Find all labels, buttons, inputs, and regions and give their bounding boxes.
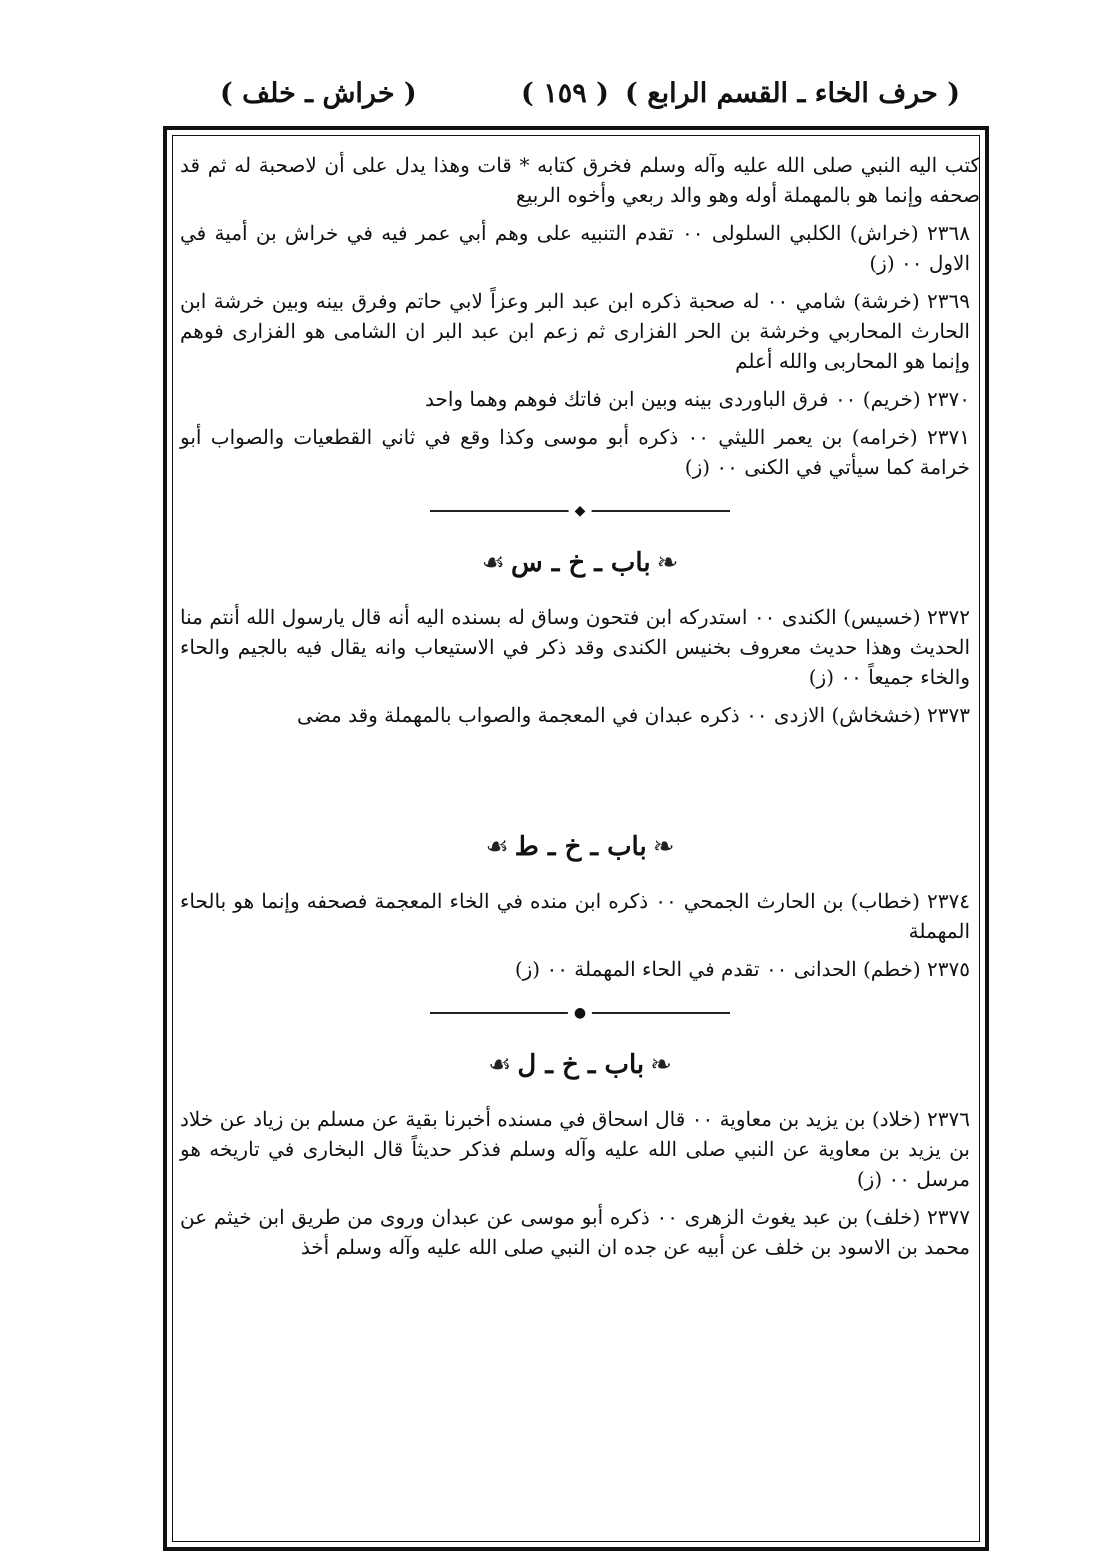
entry-2374: ٢٣٧٤ (خطاب) بن الحارث الجمحي ٠٠ ذكره ابن منده في الخاء المعجمة فصحفه وإنما هو بالحاء المهملة (180, 889, 970, 943)
section-title-text: باب ـ خ ـ ل (517, 1050, 645, 1080)
section-title-kh-s (180, 548, 980, 578)
entry-2377: ٢٣٧٧ (خلف) بن عبد يغوث الزهرى ٠٠ ذكره أبو موسى عن عبدان وروى من طريق ابن خيثم عن محمد بن الاسود بن خلف عن أبيه عن جده ان النبي صلى الله عليه وآله وسلم أخذ (180, 1205, 970, 1259)
page-body (180, 150, 980, 1270)
section-title-text: باب ـ خ ـ س (510, 548, 651, 578)
section-title-kh-l (180, 1050, 980, 1080)
ornament-icon: ❧ (652, 832, 675, 862)
section-divider: ◆ (430, 508, 730, 514)
entry-2371: ٢٣٧١ (خرامه) بن يعمر الليثي ٠٠ ذكره أبو موسى وكذا وقع في ثاني القطعيات والصواب أبو خرامة كما سيأتي في الكنى ٠٠ (ز) (180, 425, 970, 479)
entry-2370: ٢٣٧٠ (خريم) ٠٠ فرق الباوردى بينه وبين ابن فاتك فوهم وهما واحد (424, 387, 970, 411)
paragraph-continuation: كتب اليه النبي صلى الله عليه وآله وسلم فخرق كتابه * قات وهذا يدل على أن لاصحبة له ثم قد صحفه وإنما هو بالمهملة أوله وهو والد ربعي وأخوه الربيع (180, 153, 980, 207)
entry-2372: ٢٣٧٢ (خسيس) الكندى ٠٠ استدركه ابن فتحون وساق له بسنده اليه أنه قال يارسول الله أنتم منا الحديث وهذا حديث معروف بخنيس الكندى وقد ذكر في الاستيعاب وانه يقال فيه بالجيم والحاء والخاء جميعاً ٠٠ (ز) (180, 605, 970, 689)
section-title-text: باب ـ خ ـ ط (514, 832, 647, 862)
entry-2376: ٢٣٧٦ (خلاد) بن يزيد بن معاوية ٠٠ قال اسحاق في مسنده أخبرنا بقية عن مسلم بن زياد عن خلاد بن يزيد بن معاوية عن النبي صلى الله عليه وآله وسلم فذكر حديثاً قال البخارى في تاريخه هو مرسل ٠٠ (ز) (180, 1107, 970, 1191)
entry-2373: ٢٣٧٣ (خشخاش) الازدى ٠٠ ذكره عبدان في المعجمة والصواب بالمهملة وقد مضى (297, 703, 970, 727)
ornament-icon: ❧ (656, 548, 679, 578)
section-title-kh-t (180, 832, 980, 862)
entry-range: ( خراش ـ خلف ) (220, 78, 417, 109)
ornament-icon: ☙ (481, 548, 505, 578)
chapter-title: ( حرف الخاء ـ القسم الرابع ) (625, 78, 960, 109)
entry-2369: ٢٣٦٩ (خرشة) شامي ٠٠ له صحبة ذكره ابن عبد البر وعزاً لابي حاتم وفرق بينه وبين خرشة ابن الحارث المحاربي وخرشة بن الحر الفزارى ثم زعم ابن عبد البر ان الشامى هو الفزارى فوهم وإنما هو المحاربى والله أعلم (180, 289, 971, 373)
spacer (180, 738, 980, 798)
ornament-icon: ❧ (650, 1050, 672, 1080)
entry-2375: ٢٣٧٥ (خطم) الحدانى ٠٠ تقدم في الحاء المهملة ٠٠ (ز) (514, 957, 970, 981)
page-header (170, 78, 960, 118)
entry-2368: ٢٣٦٨ (خراش) الكلبي السلولى ٠٠ تقدم التنبيه على وهم أبي عمر فيه في خراش بن أمية في الاول ٠٠ (ز) (180, 221, 970, 275)
section-divider: ● (430, 1010, 730, 1016)
page-number: ( ١٥٩ ) (521, 78, 609, 109)
ornament-icon: ☙ (488, 1050, 512, 1080)
ornament-icon: ☙ (485, 832, 509, 862)
